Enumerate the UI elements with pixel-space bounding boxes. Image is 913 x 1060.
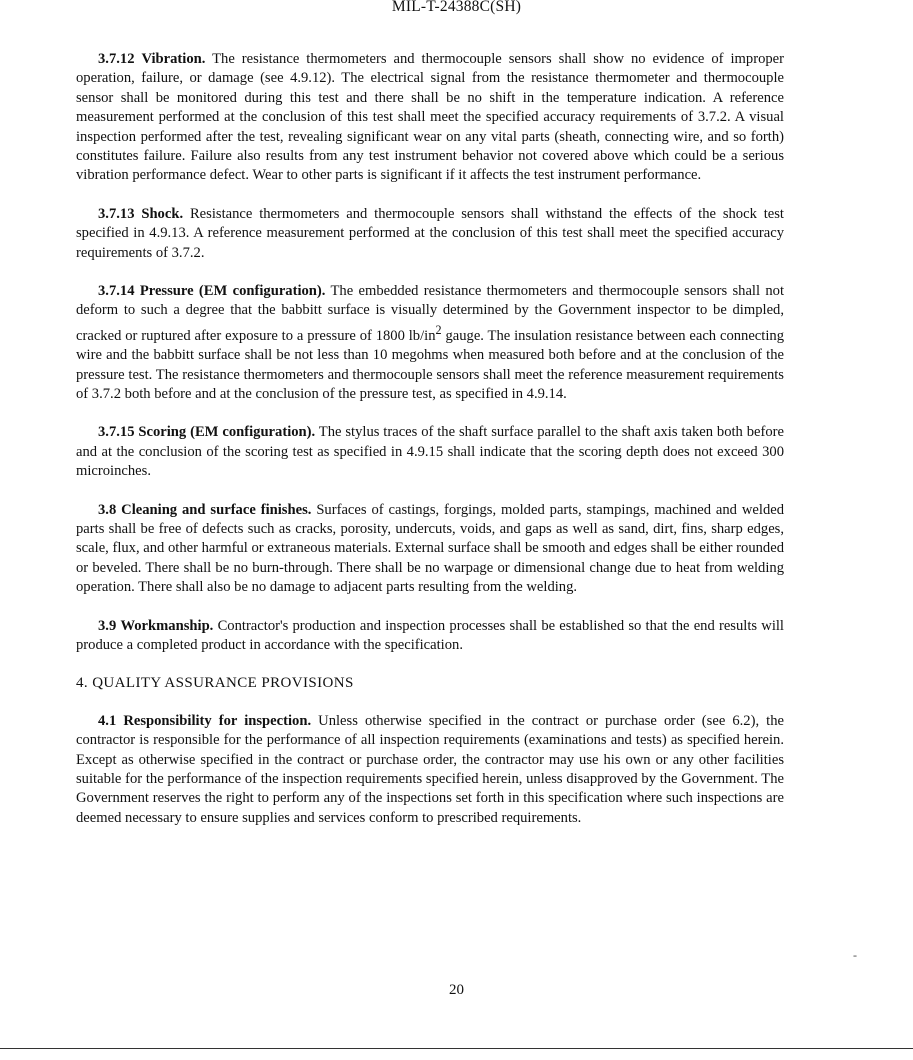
paragraph-number: 3.7.14 [98, 283, 135, 300]
paragraph-3-7-13 [76, 205, 784, 263]
paragraph-title: Responsibility for inspection. [123, 712, 312, 729]
paragraph-number: 3.9 [98, 617, 117, 634]
paragraph-text: The resistance thermometers and thermocouple sensors shall show no evidence of improper operation, failure, or damage (see 4.9.12). The electrical signal from the resistance thermometer and thermocouple sensor shall be monitored during this test and there shall be no shift in the temperature indication. A reference measurement performed at the conclusion of this test shall meet the specified accuracy requirements of 3.7.2. A visual inspection performed after the test, revealing significant wear on any vital parts (sheath, connecting wire, and so forth) constitutes failure. Failure also results from any test instrument behavior not covered above which could be a serious vibration performance defect. Wear to other parts is significant if it affects the test instrument performance. [76, 51, 784, 184]
paragraph-text: Surfaces of castings, forgings, molded parts, stampings, machined and welded parts shall be free of defects such as cracks, porosity, undercuts, voids, and gaps as well as sand, dirt, fins, sharp edges, scale, flux, and other harmful or extraneous materials. External surface shall be smooth and edges shall be either rounded or beveled. There shall be no burn-through. There shall be no warpage or dimensional change due to heat from welding operation. There shall also be no damage to adjacent parts resulting from the welding. [76, 501, 785, 596]
document-header: MIL-T-24388C(SH) [391, 0, 522, 15]
superscript: 2 [435, 322, 442, 337]
paragraph-title: Workmanship. [120, 617, 214, 634]
paragraph-3-7-15 [76, 423, 784, 481]
paragraph-3-9 [76, 617, 784, 656]
paragraph-3-7-12 [76, 50, 784, 186]
paragraph-title: Shock. [141, 205, 184, 222]
paragraph-number: 3.8 [98, 501, 117, 518]
section-heading-4: 4. QUALITY ASSURANCE PROVISIONS [76, 675, 354, 692]
paragraph-number: 3.7.13 [98, 205, 135, 222]
paragraph-text-before: The embedded resistance thermometers and thermocouple sensors shall not deform to such a degree that the babbitt surface is visually determined by the Government inspector to be dimpled, cracked or ruptured after exposure to a pressure of 1800 lb/in [76, 283, 785, 344]
paragraph-text: Resistance thermometers and thermocouple sensors shall withstand the effects of the shock test specified in 4.9.13. A reference measurement performed at the conclusion of this test shall meet the specified accuracy requirements of 3.7.2. [76, 205, 784, 261]
paragraph-3-8 [76, 501, 784, 598]
paragraph-4-1 [76, 712, 784, 828]
paragraph-title: Cleaning and surface finishes. [121, 501, 312, 518]
bottom-rule [0, 1048, 913, 1049]
paragraph-text: Contractor's production and inspection processes shall be established so that the end results will produce a completed product in accordance with the specification. [76, 617, 784, 654]
paragraph-text-after: gauge. The insulation resistance between each connecting wire and the babbitt surface shall be not less than 10 megohms when measured both before and at the conclusion of the pressure test. The resistance thermometers and thermocouple sensors shall meet the reference measurement requirements of 3.7.2 both before and at the conclusion of the pressure test, as specified in 4.9.14. [76, 327, 784, 402]
paragraph-title: Vibration. [141, 51, 206, 67]
paragraph-3-7-14 [76, 282, 784, 404]
page-number: 20 [449, 982, 464, 998]
paragraph-text: The stylus traces of the shaft surface parallel to the shaft axis taken both before and at the conclusion of the scoring test as specified in 4.9.15 shall indicate that the scoring depth does not exceed 300 microinches. [76, 424, 784, 480]
paragraph-text: Unless otherwise specified in the contract or purchase order (see 6.2), the contractor is responsible for the performance of all inspection requirements (examinations and tests) as specified herein. Except as otherwise specified in the contract or purchase order, the contractor may use his own or any other facilities suitable for the performance of the inspection requirements specified herein, unless disapproved by the Government. The Government reserves the right to perform any of the inspections set forth in this specification where such inspections are deemed necessary to ensure supplies and services conform to prescribed requirements. [76, 712, 784, 826]
paragraph-number: 3.7.12 [98, 51, 135, 67]
paragraph-number: 3.7.15 [98, 424, 135, 441]
paragraph-title: Pressure (EM configuration). [139, 283, 326, 300]
paragraph-title: Scoring (EM configuration). [138, 424, 316, 441]
paragraph-number: 4.1 [98, 712, 117, 729]
stray-mark: - [853, 948, 857, 962]
document-body [76, 50, 784, 847]
